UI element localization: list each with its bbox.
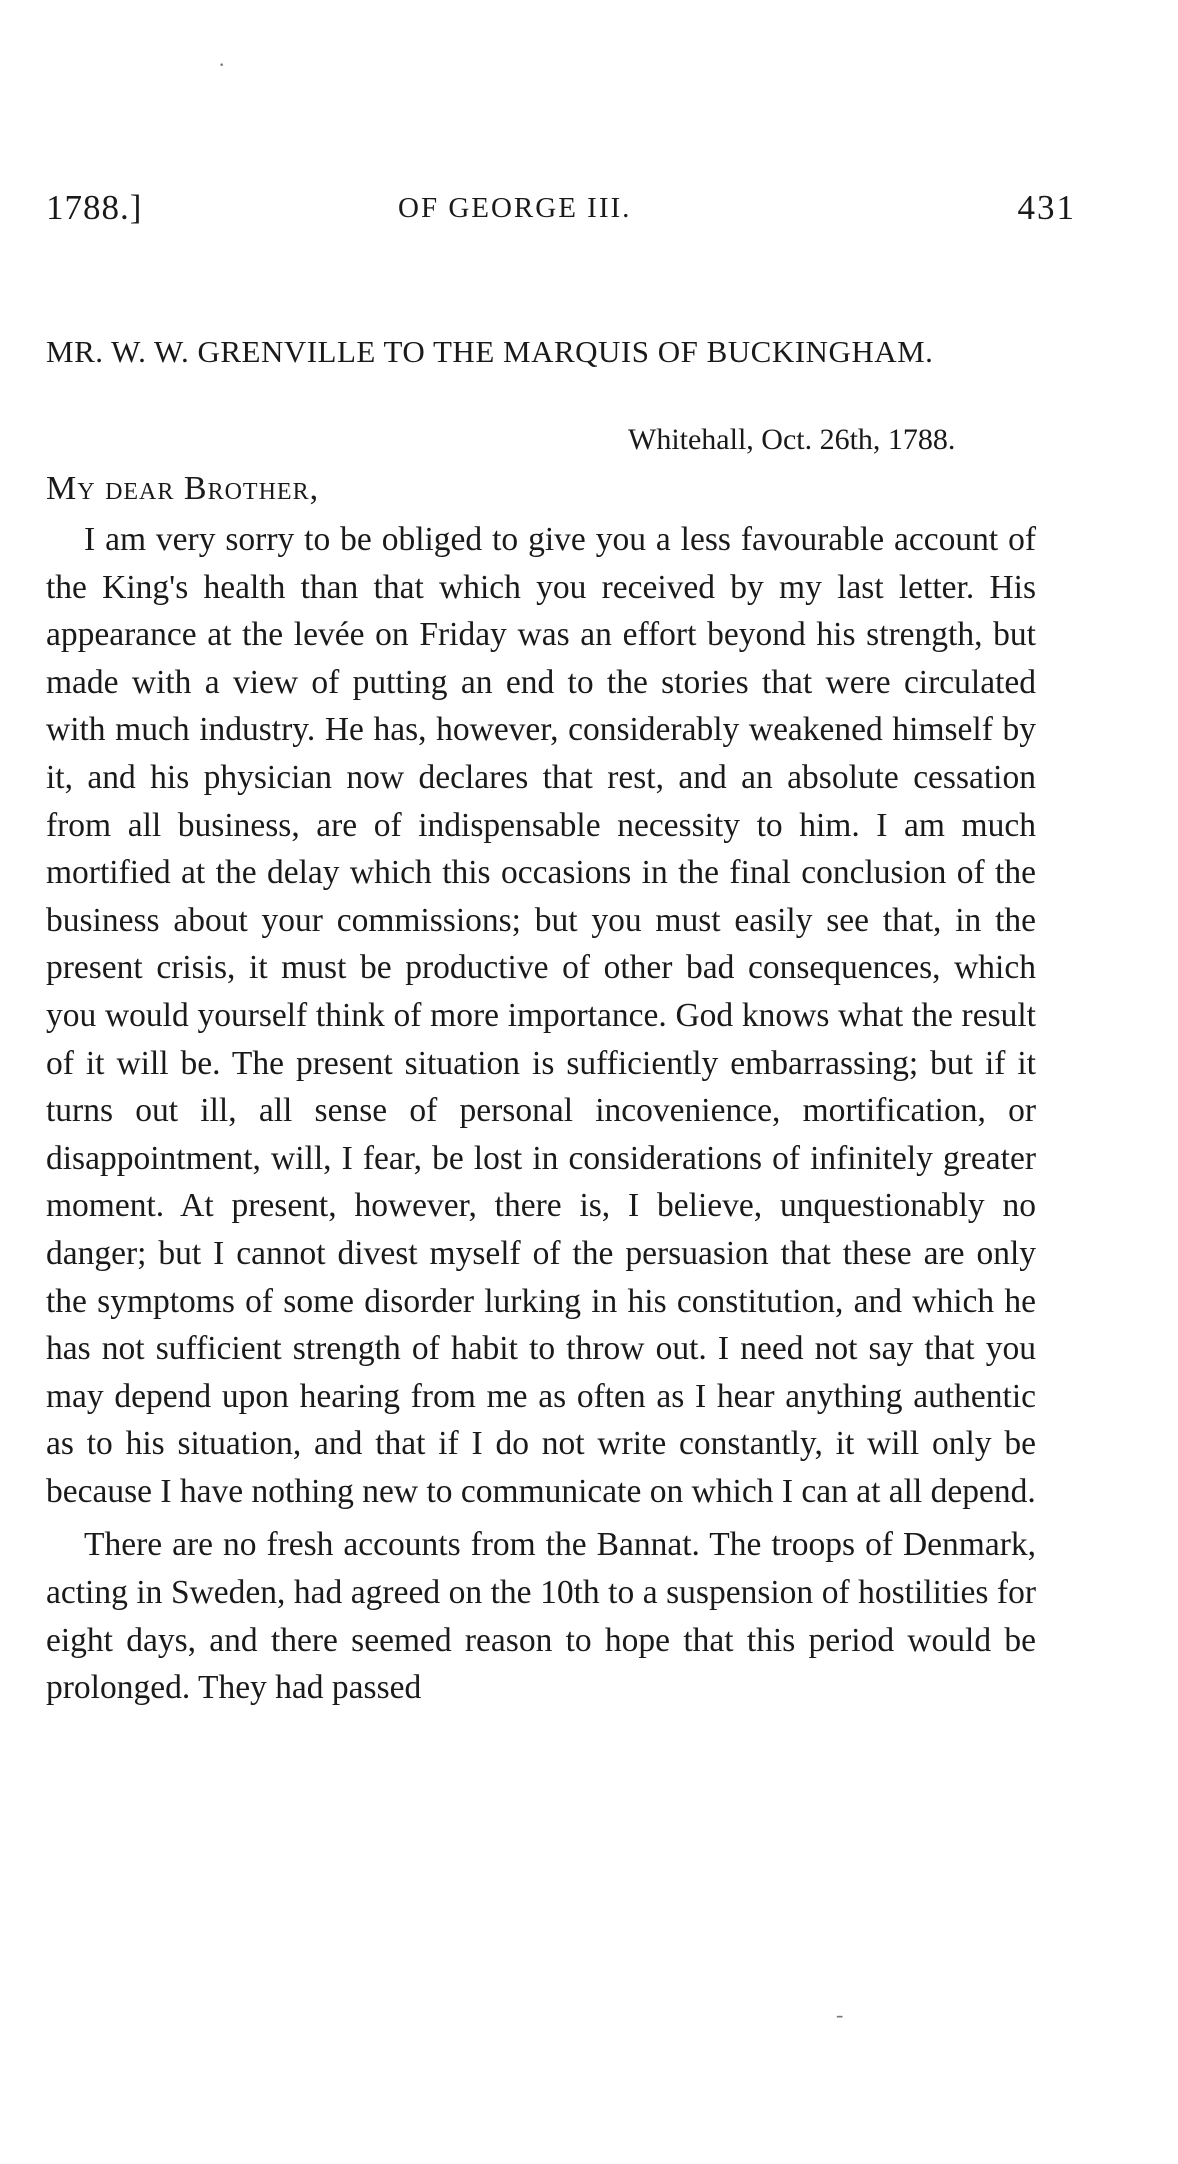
- header-running-title: OF GEORGE III.: [398, 192, 632, 224]
- running-header: [46, 188, 1076, 232]
- scan-speck: ·: [218, 52, 226, 77]
- letter-body: [46, 516, 1036, 1712]
- letter-dateline: Whitehall, Oct. 26th, 1788.: [628, 423, 956, 456]
- header-year: 1788.]: [46, 188, 143, 227]
- letter-salutation: My dear Brother,: [46, 470, 320, 507]
- scan-speck: -: [836, 2002, 844, 2027]
- letter-heading: MR. W. W. GRENVILLE TO THE MARQUIS OF BUCKINGHAM.: [46, 334, 934, 369]
- body-paragraph: I am very sorry to be obliged to give you a less favourable account of the King's health than that which you received by my last letter. His appearance at the levée on Friday was an effort beyond his strength, but made with a view of putting an end to the stories that were circulated with much industry. He has, however, considerably weakened himself by it, and his physician now declares that rest, and an absolute cessation from all business, are of indispensable necessity to him. I am much mortified at the delay which this occasions in the final conclusion of the business about your commissions; but you must easily see that, in the present crisis, it must be productive of other bad consequences, which you would yourself think of more importance. God knows what the result of it will be. The present situation is sufficiently embarrassing; but if it turns out ill, all sense of personal incovenience, mortification, or disappointment, will, I fear, be lost in considerations of infinitely greater moment. At present, however, there is, I believe, unquestionably no danger; but I cannot divest myself of the persuasion that these are only the symptoms of some disorder lurking in his constitution, and which he has not sufficient strength of habit to throw out. I need not say that you may depend upon hearing from me as often as I hear anything authentic as to his situation, and that if I do not write constantly, it will only be because I have nothing new to communicate on which I can at all depend.: [46, 521, 1036, 1510]
- body-paragraph: There are no fresh accounts from the Bannat. The troops of Denmark, acting in Sweden, had agreed on the 10th to a suspension of hostilities for eight days, and there seemed reason to hope that this period would be prolonged. They had passed: [46, 1526, 1036, 1707]
- page-number: 431: [1017, 188, 1076, 227]
